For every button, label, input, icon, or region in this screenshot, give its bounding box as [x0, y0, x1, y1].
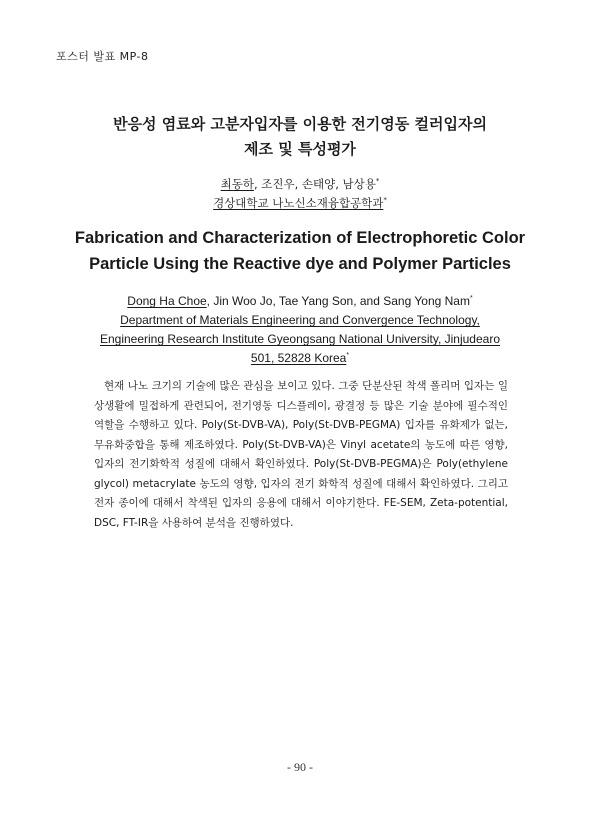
english-affiliation-line2: Engineering Research Institute Gyeongsang National University, Jinjudearo — [99, 332, 500, 346]
korean-title — [40, 112, 560, 162]
english-title-line1: Fabrication and Characterization of Electrophoretic Color — [74, 229, 526, 247]
abstract-text: 현재 나노 크기의 기술에 많은 관심을 보이고 있다. 그중 단분산된 착색 폴리머 입자는 일상생활에 밀접하게 관련되어, 전기영동 디스플레이, 광결정 등 많은 기술 분야에 필수적인 역할을 수행하고 있다. Poly(St-DVB-VA), Poly(St-DVB-PEGMA) 입자를 유화제가 없는, 무유화중합을 통해 제조하였다. Poly(St-DVB-VA)은 Vinyl acetate의 농도에 따른 영향, 입자의 전기화학적 성질에 대해서 확인하였다. Poly(St-DVB-PEGMA)은 Poly(ethylene glycol) metacrylate 농도의 영향, 입자의 전기 화학적 성질에 대해서 확인하였다. 그리고 전자 종이에 대해서 착색된 입자의 응용에 대해서 이야기한다. FE-SEM, Zeta-potential, DSC, FT-IR을 사용하여 분석을 진행하였다. — [94, 380, 508, 529]
korean-authors-block — [40, 175, 560, 213]
session-tag: 포스터 발표 MP-8 — [56, 50, 149, 63]
korean-authors — [40, 175, 560, 194]
english-affiliation-line3 — [40, 349, 560, 368]
english-affiliation-mark: * — [346, 352, 350, 359]
page-number: - 90 - — [287, 760, 313, 774]
english-affiliation-address: 501, 52828 Korea — [250, 351, 347, 365]
english-affiliation-line1: Department of Materials Engineering and Convergence Technology, — [120, 313, 480, 327]
english-authors-block — [40, 292, 560, 368]
korean-title-line2: 제조 및 특성평가 — [244, 140, 356, 158]
english-authors — [40, 292, 560, 311]
english-title — [40, 225, 560, 277]
korean-corresponding-mark: * — [375, 177, 380, 186]
english-title-line2: Particle Using the Reactive dye and Polymer Particles — [89, 255, 511, 273]
english-presenter-name: Dong Ha Choe — [127, 294, 207, 308]
korean-affiliation-mark: * — [383, 196, 387, 205]
korean-presenter-name: 최동하 — [220, 177, 254, 191]
korean-affiliation-text: 경상대학교 나노신소재융합공학과 — [213, 196, 384, 210]
english-corresponding-mark: * — [469, 295, 473, 302]
korean-affiliation — [40, 194, 560, 213]
korean-title-line1: 반응성 염료와 고분자입자를 이용한 전기영동 컬러입자의 — [113, 115, 487, 133]
english-coauthors: , Jin Woo Jo, Tae Yang Son, and Sang Yong Nam — [206, 294, 470, 308]
korean-coauthors: , 조진우, 손태양, 남상용 — [253, 177, 376, 191]
